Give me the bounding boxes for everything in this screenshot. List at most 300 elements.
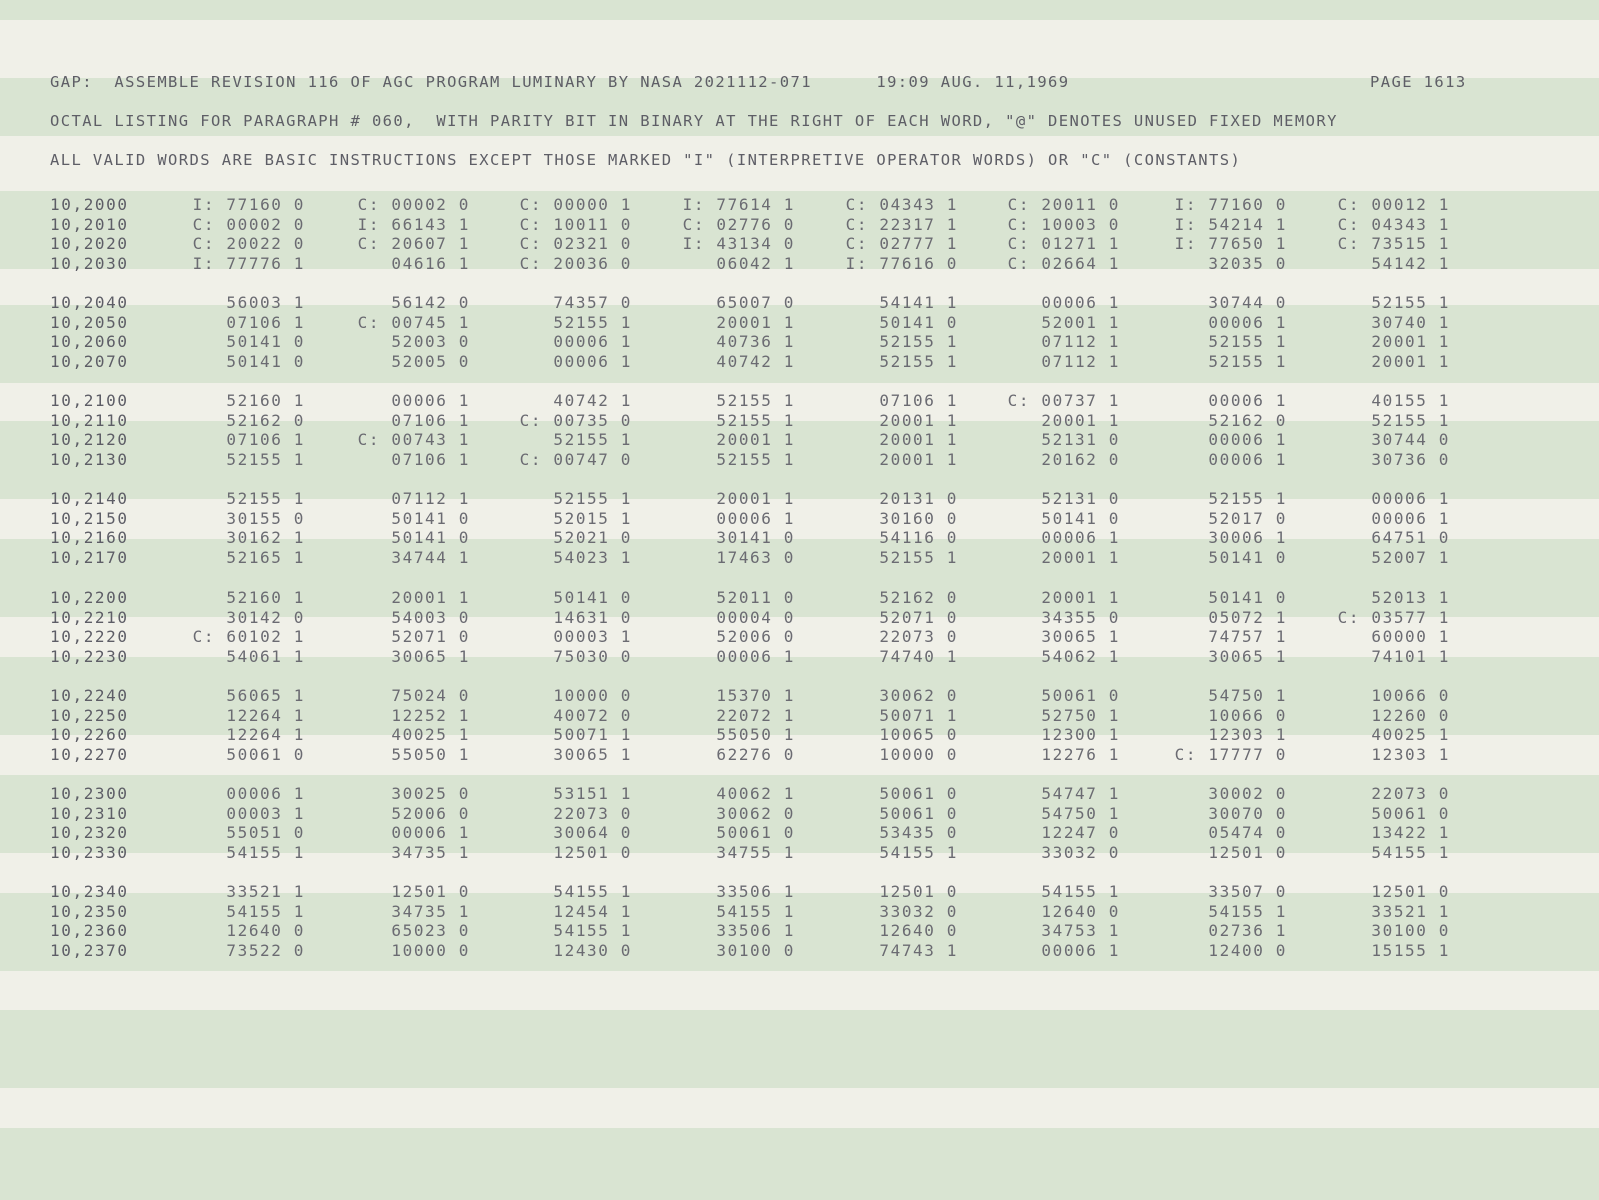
memory-word: 75030 0: [553, 646, 632, 666]
memory-word: 12260 0: [1371, 705, 1450, 725]
row-address: 10,2200: [50, 588, 129, 607]
memory-word: 20001 1: [879, 430, 958, 449]
memory-word: 07106 1: [391, 410, 470, 430]
memory-word: 30100 0: [1371, 921, 1450, 940]
memory-word: 50141 0: [226, 351, 305, 371]
memory-word: 40742 1: [553, 391, 632, 410]
memory-word: 00006 1: [391, 391, 470, 410]
paper-band: [0, 0, 1599, 20]
memory-word: 74740 1: [879, 646, 958, 666]
memory-word: 20001 1: [716, 312, 795, 332]
memory-word: 22073 0: [553, 803, 632, 823]
listing-row: [0, 902, 1599, 922]
memory-word: 40025 1: [1371, 725, 1450, 744]
memory-word: 52165 1: [226, 547, 305, 567]
memory-word: 52011 0: [716, 588, 795, 607]
memory-word: C: 00012 1: [1337, 195, 1450, 214]
memory-word: 12247 0: [1041, 823, 1120, 842]
memory-word: 52155 1: [1208, 351, 1287, 371]
memory-word: 20131 0: [879, 489, 958, 508]
memory-word: 12640 0: [879, 921, 958, 940]
memory-word: 52162 0: [1208, 410, 1287, 430]
listing-row: [0, 745, 1599, 765]
memory-word: 12264 1: [226, 705, 305, 725]
memory-word: 40736 1: [716, 332, 795, 351]
memory-word: 22073 0: [879, 627, 958, 646]
memory-word: I: 43134 0: [682, 234, 795, 253]
memory-word: 22073 0: [1371, 784, 1450, 803]
row-address: 10,2250: [50, 705, 129, 725]
memory-word: 52160 1: [226, 588, 305, 607]
memory-word: 50061 0: [879, 803, 958, 823]
row-address: 10,2110: [50, 410, 129, 430]
memory-word: 33032 0: [1041, 842, 1120, 862]
memory-word: I: 66143 1: [357, 214, 470, 234]
memory-word: C: 00745 1: [357, 312, 470, 332]
memory-word: 34735 1: [391, 842, 470, 862]
row-address: 10,2300: [50, 784, 129, 803]
memory-word: 52155 1: [716, 391, 795, 410]
memory-word: 00006 1: [1041, 293, 1120, 312]
memory-word: 52155 1: [879, 547, 958, 567]
row-address: 10,2060: [50, 332, 129, 351]
memory-word: 52155 1: [716, 410, 795, 430]
listing-row: [0, 647, 1599, 667]
memory-word: 52155 1: [553, 489, 632, 508]
memory-word: 50071 1: [879, 705, 958, 725]
row-address: 10,2220: [50, 627, 129, 646]
memory-word: 54155 1: [553, 882, 632, 901]
listing-row: [0, 411, 1599, 431]
row-address: 10,2130: [50, 449, 129, 469]
listing-row: [0, 627, 1599, 647]
row-address: 10,2360: [50, 921, 129, 940]
memory-word: 00006 1: [1208, 449, 1287, 469]
memory-word: C: 00002 0: [192, 214, 305, 234]
memory-word: 00006 1: [553, 351, 632, 371]
memory-word: 40025 1: [391, 725, 470, 744]
memory-word: I: 77614 1: [682, 195, 795, 214]
row-address: 10,2140: [50, 489, 129, 508]
memory-word: 52071 0: [879, 607, 958, 627]
memory-word: 50061 0: [716, 823, 795, 842]
listing-row: [0, 293, 1599, 313]
memory-word: 10000 0: [553, 686, 632, 705]
memory-word: 30062 0: [879, 686, 958, 705]
memory-word: 52003 0: [391, 332, 470, 351]
memory-word: 00006 1: [226, 784, 305, 803]
row-address: 10,2320: [50, 823, 129, 842]
row-address: 10,2010: [50, 214, 129, 234]
memory-word: 12501 0: [391, 882, 470, 901]
memory-word: 20001 1: [1041, 410, 1120, 430]
listing-header-description: OCTAL LISTING FOR PARAGRAPH # 060, WITH PARITY BIT IN BINARY AT THE RIGHT OF EACH WORD, "@" DENOTES UNUSED FIXED MEMORY: [50, 112, 1338, 130]
row-address: 10,2170: [50, 547, 129, 567]
memory-word: 74357 0: [553, 293, 632, 312]
memory-word: 54155 1: [879, 842, 958, 862]
memory-word: 20001 1: [716, 489, 795, 508]
memory-word: C: 00737 1: [1007, 391, 1120, 410]
row-address: 10,2240: [50, 686, 129, 705]
memory-word: C: 00747 0: [519, 449, 632, 469]
memory-word: 50141 0: [1041, 508, 1120, 528]
memory-word: 07106 1: [391, 449, 470, 469]
memory-word: 00006 1: [716, 646, 795, 666]
memory-word: 00004 0: [716, 607, 795, 627]
memory-word: 00006 1: [1371, 489, 1450, 508]
memory-word: 54155 1: [553, 921, 632, 940]
listing-row: [0, 588, 1599, 608]
listing-row: [0, 528, 1599, 548]
memory-word: 52750 1: [1041, 705, 1120, 725]
memory-word: C: 03577 1: [1337, 607, 1450, 627]
memory-word: 74757 1: [1208, 627, 1287, 646]
memory-word: 20001 1: [1041, 588, 1120, 607]
memory-word: 52006 0: [716, 627, 795, 646]
memory-word: 12640 0: [226, 921, 305, 940]
memory-word: 12501 0: [879, 882, 958, 901]
memory-word: 52015 1: [553, 508, 632, 528]
memory-word: 52155 1: [879, 332, 958, 351]
memory-word: 30160 0: [879, 508, 958, 528]
memory-word: I: 54214 1: [1174, 214, 1287, 234]
memory-word: 20001 1: [716, 430, 795, 449]
row-address: 10,2350: [50, 901, 129, 921]
memory-word: 54747 1: [1041, 784, 1120, 803]
row-address: 10,2160: [50, 528, 129, 547]
memory-word: 04616 1: [391, 253, 470, 273]
memory-word: 20001 1: [879, 449, 958, 469]
memory-word: 52007 1: [1371, 547, 1450, 567]
row-address: 10,2370: [50, 940, 129, 960]
listing-row: [0, 195, 1599, 215]
memory-word: 54062 1: [1041, 646, 1120, 666]
memory-word: 52155 1: [1371, 293, 1450, 312]
memory-word: 54155 1: [1041, 882, 1120, 901]
row-address: 10,2310: [50, 803, 129, 823]
memory-word: C: 02321 0: [519, 234, 632, 253]
memory-word: 07106 1: [879, 391, 958, 410]
memory-word: C: 02776 0: [682, 214, 795, 234]
memory-word: 20001 1: [1371, 351, 1450, 371]
memory-word: 10000 0: [879, 744, 958, 764]
memory-word: 75024 0: [391, 686, 470, 705]
memory-word: 10066 0: [1371, 686, 1450, 705]
memory-word: 15370 1: [716, 686, 795, 705]
memory-word: C: 60102 1: [192, 627, 305, 646]
memory-word: 30162 1: [226, 528, 305, 547]
memory-word: 52155 1: [1208, 489, 1287, 508]
memory-word: C: 20011 0: [1007, 195, 1120, 214]
memory-word: 30064 0: [553, 823, 632, 842]
memory-word: 30025 0: [391, 784, 470, 803]
memory-word: 20162 0: [1041, 449, 1120, 469]
memory-word: 50141 0: [553, 588, 632, 607]
listing-row: [0, 332, 1599, 352]
memory-word: 30740 1: [1371, 312, 1450, 332]
row-address: 10,2050: [50, 312, 129, 332]
memory-word: 12303 1: [1208, 725, 1287, 744]
memory-word: 30744 0: [1371, 430, 1450, 449]
memory-word: 52006 0: [391, 803, 470, 823]
memory-word: 52162 0: [879, 588, 958, 607]
listing-row: [0, 548, 1599, 568]
memory-word: 54003 0: [391, 607, 470, 627]
memory-word: 56003 1: [226, 293, 305, 312]
listing-row: [0, 430, 1599, 450]
row-address: 10,2330: [50, 842, 129, 862]
memory-word: 50061 0: [226, 744, 305, 764]
memory-word: 00003 1: [226, 803, 305, 823]
memory-word: 30100 0: [716, 940, 795, 960]
memory-word: 34755 1: [716, 842, 795, 862]
memory-word: 56142 0: [391, 293, 470, 312]
memory-word: 12640 0: [1041, 901, 1120, 921]
memory-word: 52160 1: [226, 391, 305, 410]
memory-word: 40072 0: [553, 705, 632, 725]
memory-word: 64751 0: [1371, 528, 1450, 547]
memory-word: 74101 1: [1371, 646, 1450, 666]
memory-word: 22072 1: [716, 705, 795, 725]
memory-word: I: 77616 0: [845, 253, 958, 273]
memory-word: 05474 0: [1208, 823, 1287, 842]
memory-word: 00006 1: [1041, 528, 1120, 547]
memory-word: 50141 0: [879, 312, 958, 332]
memory-word: 50061 0: [1041, 686, 1120, 705]
memory-word: 54142 1: [1371, 253, 1450, 273]
memory-word: C: 04343 1: [1337, 214, 1450, 234]
listing-row: [0, 608, 1599, 628]
paper-band: [0, 1010, 1599, 1088]
memory-word: 52005 0: [391, 351, 470, 371]
listing-row: [0, 725, 1599, 745]
listing-row: [0, 391, 1599, 411]
listing-row: [0, 706, 1599, 726]
memory-word: 30736 0: [1371, 449, 1450, 469]
memory-word: C: 22317 1: [845, 214, 958, 234]
row-address: 10,2100: [50, 391, 129, 410]
memory-word: 30141 0: [716, 528, 795, 547]
paper-band: [0, 1128, 1599, 1200]
memory-word: C: 73515 1: [1337, 234, 1450, 253]
memory-word: 33032 0: [879, 901, 958, 921]
memory-word: 50141 0: [1208, 588, 1287, 607]
listing-row: [0, 215, 1599, 235]
memory-word: 30744 0: [1208, 293, 1287, 312]
memory-word: 12276 1: [1041, 744, 1120, 764]
memory-word: 10065 0: [879, 725, 958, 744]
memory-word: 33507 0: [1208, 882, 1287, 901]
memory-word: 00006 1: [1208, 391, 1287, 410]
memory-word: 12303 1: [1371, 744, 1450, 764]
memory-word: 53435 0: [879, 823, 958, 842]
memory-word: 07106 1: [226, 312, 305, 332]
memory-word: 52131 0: [1041, 489, 1120, 508]
memory-word: 52131 0: [1041, 430, 1120, 449]
memory-word: 55050 1: [391, 744, 470, 764]
memory-word: 14631 0: [553, 607, 632, 627]
memory-word: 07112 1: [1041, 351, 1120, 371]
listing-row: [0, 843, 1599, 863]
memory-word: 40155 1: [1371, 391, 1450, 410]
memory-word: 52155 1: [226, 449, 305, 469]
memory-word: C: 00735 0: [519, 410, 632, 430]
memory-word: 30002 0: [1208, 784, 1287, 803]
memory-word: 60000 1: [1371, 627, 1450, 646]
memory-word: 52162 0: [226, 410, 305, 430]
listing-row: [0, 313, 1599, 333]
listing-header-legend: ALL VALID WORDS ARE BASIC INSTRUCTIONS EXCEPT THOSE MARKED "I" (INTERPRETIVE OPERATOR WORDS) OR "C" (CONSTANTS): [50, 151, 1242, 169]
memory-word: 00006 1: [1208, 312, 1287, 332]
memory-word: 07112 1: [391, 489, 470, 508]
memory-word: 00006 1: [391, 823, 470, 842]
listing-row: [0, 784, 1599, 804]
memory-word: 12501 0: [1208, 842, 1287, 862]
listing-row: [0, 254, 1599, 274]
memory-word: 55051 0: [226, 823, 305, 842]
memory-word: 54155 1: [226, 901, 305, 921]
memory-word: 05072 1: [1208, 607, 1287, 627]
row-address: 10,2030: [50, 253, 129, 273]
memory-word: 52155 1: [1208, 332, 1287, 351]
memory-word: 34753 1: [1041, 921, 1120, 940]
memory-word: 54141 1: [879, 293, 958, 312]
memory-word: 52001 1: [1041, 312, 1120, 332]
memory-word: 52155 1: [1371, 410, 1450, 430]
memory-word: 30065 1: [391, 646, 470, 666]
row-address: 10,2150: [50, 508, 129, 528]
row-address: 10,2020: [50, 234, 129, 253]
memory-word: 50141 0: [391, 508, 470, 528]
memory-word: 00006 1: [716, 508, 795, 528]
memory-word: 12454 1: [553, 901, 632, 921]
memory-word: 73522 0: [226, 940, 305, 960]
memory-word: C: 10003 0: [1007, 214, 1120, 234]
memory-word: 54750 1: [1208, 686, 1287, 705]
listing-row: [0, 234, 1599, 254]
memory-word: 30062 0: [716, 803, 795, 823]
memory-word: 30155 0: [226, 508, 305, 528]
memory-word: I: 77160 0: [192, 195, 305, 214]
memory-word: 12430 0: [553, 940, 632, 960]
memory-word: C: 20607 1: [357, 234, 470, 253]
memory-word: C: 00743 1: [357, 430, 470, 449]
memory-word: C: 02777 1: [845, 234, 958, 253]
memory-word: C: 17777 0: [1174, 744, 1287, 764]
memory-word: 00003 1: [553, 627, 632, 646]
memory-word: 52021 0: [553, 528, 632, 547]
memory-word: 50061 0: [879, 784, 958, 803]
memory-word: 40742 1: [716, 351, 795, 371]
memory-word: 12501 0: [553, 842, 632, 862]
memory-word: C: 00000 1: [519, 195, 632, 214]
memory-word: 52155 1: [879, 351, 958, 371]
memory-word: 52155 1: [553, 430, 632, 449]
memory-word: 00006 1: [1371, 508, 1450, 528]
memory-word: 54155 1: [1208, 901, 1287, 921]
listing-row: [0, 921, 1599, 941]
memory-word: I: 77650 1: [1174, 234, 1287, 253]
listing-row: [0, 509, 1599, 529]
memory-word: 00006 1: [1041, 940, 1120, 960]
memory-word: 52155 1: [716, 449, 795, 469]
memory-word: 33506 1: [716, 882, 795, 901]
memory-word: 10000 0: [391, 940, 470, 960]
memory-word: 34735 1: [391, 901, 470, 921]
memory-word: 65007 0: [716, 293, 795, 312]
memory-word: C: 20022 0: [192, 234, 305, 253]
memory-word: I: 77776 1: [192, 253, 305, 273]
memory-word: C: 02664 1: [1007, 253, 1120, 273]
memory-word: 12501 0: [1371, 882, 1450, 901]
memory-word: C: 00002 0: [357, 195, 470, 214]
memory-word: 50141 0: [391, 528, 470, 547]
memory-word: 00006 1: [553, 332, 632, 351]
memory-word: 30070 0: [1208, 803, 1287, 823]
memory-word: C: 04343 1: [845, 195, 958, 214]
memory-word: 30142 0: [226, 607, 305, 627]
memory-word: 13422 1: [1371, 823, 1450, 842]
memory-word: 62276 0: [716, 744, 795, 764]
row-address: 10,2340: [50, 882, 129, 901]
memory-word: 54155 1: [226, 842, 305, 862]
memory-word: 54116 0: [879, 528, 958, 547]
listing-header-title: GAP: ASSEMBLE REVISION 116 OF AGC PROGRAM LUMINARY BY NASA 2021112-071 19:09 AUG. 11,1969: [50, 73, 1070, 91]
memory-word: 56065 1: [226, 686, 305, 705]
row-address: 10,2120: [50, 430, 129, 449]
row-address: 10,2040: [50, 293, 129, 312]
memory-word: 32035 0: [1208, 253, 1287, 273]
memory-word: 54061 1: [226, 646, 305, 666]
memory-word: 50141 0: [226, 332, 305, 351]
memory-word: 33521 1: [1371, 901, 1450, 921]
memory-word: 12252 1: [391, 705, 470, 725]
memory-word: 20001 1: [879, 410, 958, 430]
memory-word: 65023 0: [391, 921, 470, 940]
memory-word: I: 77160 0: [1174, 195, 1287, 214]
row-address: 10,2230: [50, 646, 129, 666]
memory-word: 54023 1: [553, 547, 632, 567]
listing-row: [0, 882, 1599, 902]
memory-word: 34744 1: [391, 547, 470, 567]
memory-word: 17463 0: [716, 547, 795, 567]
memory-word: 52013 1: [1371, 588, 1450, 607]
memory-word: 33506 1: [716, 921, 795, 940]
memory-word: 52155 1: [226, 489, 305, 508]
memory-word: 50071 1: [553, 725, 632, 744]
memory-word: 74743 1: [879, 940, 958, 960]
memory-word: 20001 1: [1371, 332, 1450, 351]
memory-word: 52017 0: [1208, 508, 1287, 528]
memory-word: 07112 1: [1041, 332, 1120, 351]
memory-word: 33521 1: [226, 882, 305, 901]
listing-row: [0, 823, 1599, 843]
memory-word: 06042 1: [716, 253, 795, 273]
memory-word: 15155 1: [1371, 940, 1450, 960]
page-number: PAGE 1613: [1370, 73, 1467, 91]
memory-word: 52071 0: [391, 627, 470, 646]
memory-word: C: 20036 0: [519, 253, 632, 273]
memory-word: C: 01271 1: [1007, 234, 1120, 253]
memory-word: 20001 1: [391, 588, 470, 607]
memory-word: 00006 1: [1208, 430, 1287, 449]
memory-word: 10066 0: [1208, 705, 1287, 725]
row-address: 10,2000: [50, 195, 129, 214]
row-address: 10,2260: [50, 725, 129, 744]
row-address: 10,2270: [50, 744, 129, 764]
listing-row: [0, 450, 1599, 470]
row-address: 10,2070: [50, 351, 129, 371]
